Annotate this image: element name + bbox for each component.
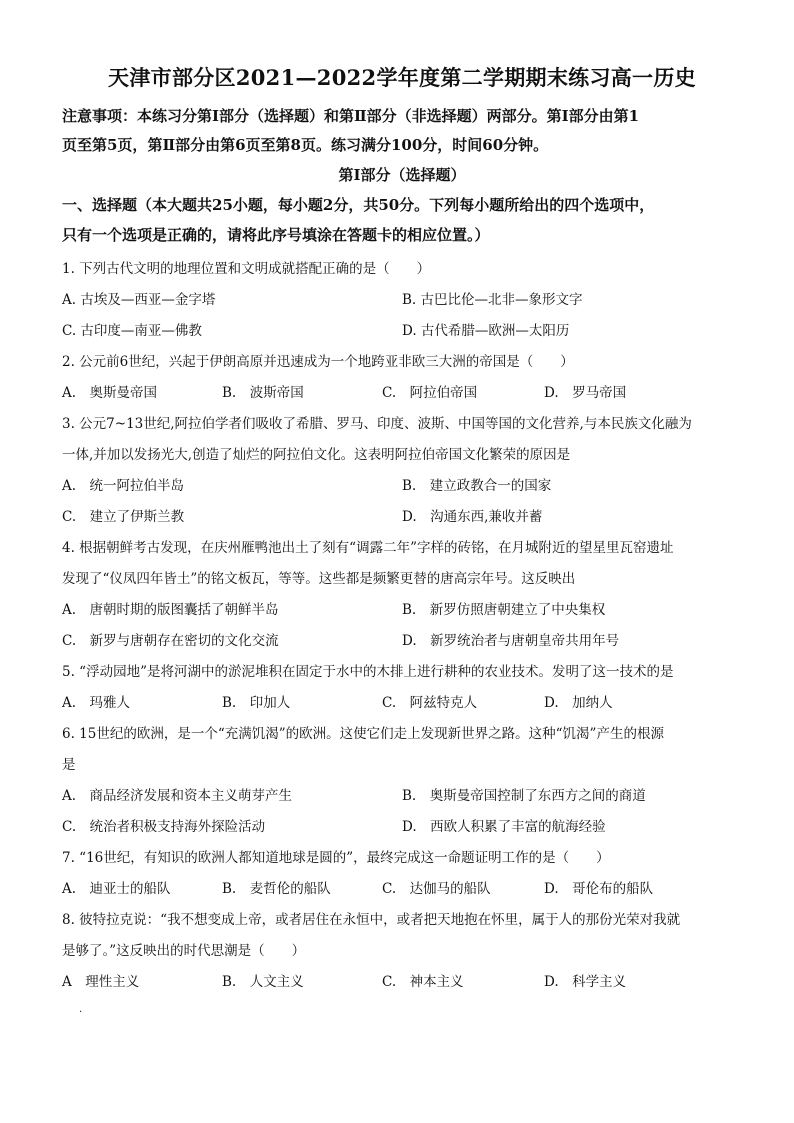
option-c: C. 建立了伊斯兰教 xyxy=(62,509,185,525)
option-a: A. 玛雅人 xyxy=(62,695,131,711)
option-d: D. 西欧人积累了丰富的航海经验 xyxy=(402,819,606,835)
question-8 xyxy=(62,905,742,998)
option-d: D. 加纳人 xyxy=(544,695,613,711)
options xyxy=(62,781,742,843)
option-b: B. 人文主义 xyxy=(222,974,304,990)
option-d: D. 罗马帝国 xyxy=(544,385,627,401)
section-instructions xyxy=(62,190,742,250)
question-stem: 1. 下列古代文明的地理位置和文明成就搭配正确的是（ ） xyxy=(62,261,431,277)
option-c: C. 新罗与唐朝存在密切的文化交流 xyxy=(62,633,279,649)
exam-title: 天津市部分区2021—2022学年度第二学期期末练习高一历史 xyxy=(108,65,696,90)
option-c: C. 古印度—南亚—佛教 xyxy=(62,323,202,339)
question-2 xyxy=(62,347,742,409)
part-title: 第Ⅰ部分（选择题） xyxy=(338,166,466,184)
question-stem: 8. 彼特拉克说：“我不想变成上帝，或者居住在永恒中，或者把天地抱在怀里，属于人的那份光荣对我就 xyxy=(62,912,681,928)
section-line: 一、选择题（本大题共25小题，每小题2分，共50分。下列每小题所给出的四个选项中， xyxy=(62,196,655,214)
question-stem: 一体,并加以发扬光大,创造了灿烂的阿拉伯文化。这表明阿拉伯帝国文化繁荣的原因是 xyxy=(62,447,571,463)
option-a: A. 奥斯曼帝国 xyxy=(62,385,158,401)
option-b: B. 印加人 xyxy=(222,695,291,711)
option-a: A. 唐朝时期的版图囊括了朝鲜半岛 xyxy=(62,602,279,618)
footer-mark: . xyxy=(79,1004,83,1015)
question-stem: 是够了。”这反映出的时代思潮是（ ） xyxy=(62,943,306,959)
option-a: A. 古埃及—西亚—金字塔 xyxy=(62,292,216,308)
option-c: C. 阿兹特克人 xyxy=(382,695,478,711)
notice-line: 页至第5页，第Ⅱ部分由第6页至第8页。练习满分100分，时间60分钟。 xyxy=(62,136,549,154)
question-stem: 4. 根据朝鲜考古发现，在庆州雁鸭池出土了刻有“调露二年”字样的砖铭，在月城附近的望星里瓦窑遗址 xyxy=(62,540,674,556)
option-d: D. 哥伦布的船队 xyxy=(544,881,654,897)
question-stem: 5. “浮动园地”是将河湖中的淤泥堆积在固定于水中的木排上进行耕种的农业技术。发明了这一技术的是 xyxy=(62,664,674,680)
question-5 xyxy=(62,657,742,719)
options xyxy=(62,688,742,719)
question-stem: 7. “16世纪，有知识的欧洲人都知道地球是圆的”，最终完成这一命题证明工作的是（ ） xyxy=(62,850,610,866)
question-stem: 2. 公元前6世纪，兴起于伊朗高原并迅速成为一个地跨亚非欧三大洲的帝国是（ ） xyxy=(62,354,574,370)
question-1 xyxy=(62,254,742,347)
option-a: A. 统一阿拉伯半岛 xyxy=(62,478,185,494)
option-b: B. 奥斯曼帝国控制了东西方之间的商道 xyxy=(402,788,646,804)
options xyxy=(62,595,742,657)
options xyxy=(62,378,742,409)
question-stem: 发现了“仪凤四年皆土”的铭文板瓦，等等。这些都是频繁更替的唐高宗年号。这反映出 xyxy=(62,571,576,587)
option-a: A 理性主义 xyxy=(62,974,140,990)
option-b: B. 麦哲伦的船队 xyxy=(222,881,331,897)
notice-block xyxy=(62,102,742,160)
section-line: 只有一个选项是正确的，请将此序号填涂在答题卡的相应位置。） xyxy=(62,226,490,244)
question-7 xyxy=(62,843,742,905)
option-b: B. 新罗仿照唐朝建立了中央集权 xyxy=(402,602,606,618)
option-b: B. 建立政教合一的国家 xyxy=(402,478,552,494)
question-stem: 是 xyxy=(62,757,76,773)
option-d: D. 沟通东西,兼收并蓄 xyxy=(402,509,543,525)
option-b: B. 古巴比伦—北非—象形文字 xyxy=(402,292,583,308)
option-d: D. 古代希腊—欧洲—太阳历 xyxy=(402,323,570,339)
question-3 xyxy=(62,409,742,533)
options xyxy=(62,967,742,998)
question-stem: 3. 公元7~13世纪,阿拉伯学者们吸收了希腊、罗马、印度、波斯、中国等国的文化营养,与本民族文化融为 xyxy=(62,416,692,432)
options xyxy=(62,874,742,905)
options xyxy=(62,285,742,347)
option-b: B. 波斯帝国 xyxy=(222,385,304,401)
option-a: A. 商品经济发展和资本主义萌芽产生 xyxy=(62,788,293,804)
options xyxy=(62,471,742,533)
option-d: D. 新罗统治者与唐朝皇帝共用年号 xyxy=(402,633,620,649)
option-c: C. 达伽马的船队 xyxy=(382,881,491,897)
option-d: D. 科学主义 xyxy=(544,974,627,990)
question-6 xyxy=(62,719,742,843)
option-c: C. 阿拉伯帝国 xyxy=(382,385,478,401)
option-c: C. 统治者积极支持海外探险活动 xyxy=(62,819,266,835)
question-stem: 6. 15世纪的欧洲，是一个“充满饥渴”的欧洲。这使它们走上发现新世界之路。这种“饥渴”产生的根源 xyxy=(62,726,664,742)
exam-page xyxy=(62,64,742,998)
option-a: A. 迪亚士的船队 xyxy=(62,881,171,897)
question-4 xyxy=(62,533,742,657)
option-c: C. 神本主义 xyxy=(382,974,464,990)
notice-line: 注意事项：本练习分第Ⅰ部分（选择题）和第Ⅱ部分（非选择题）两部分。第Ⅰ部分由第1 xyxy=(62,107,640,125)
